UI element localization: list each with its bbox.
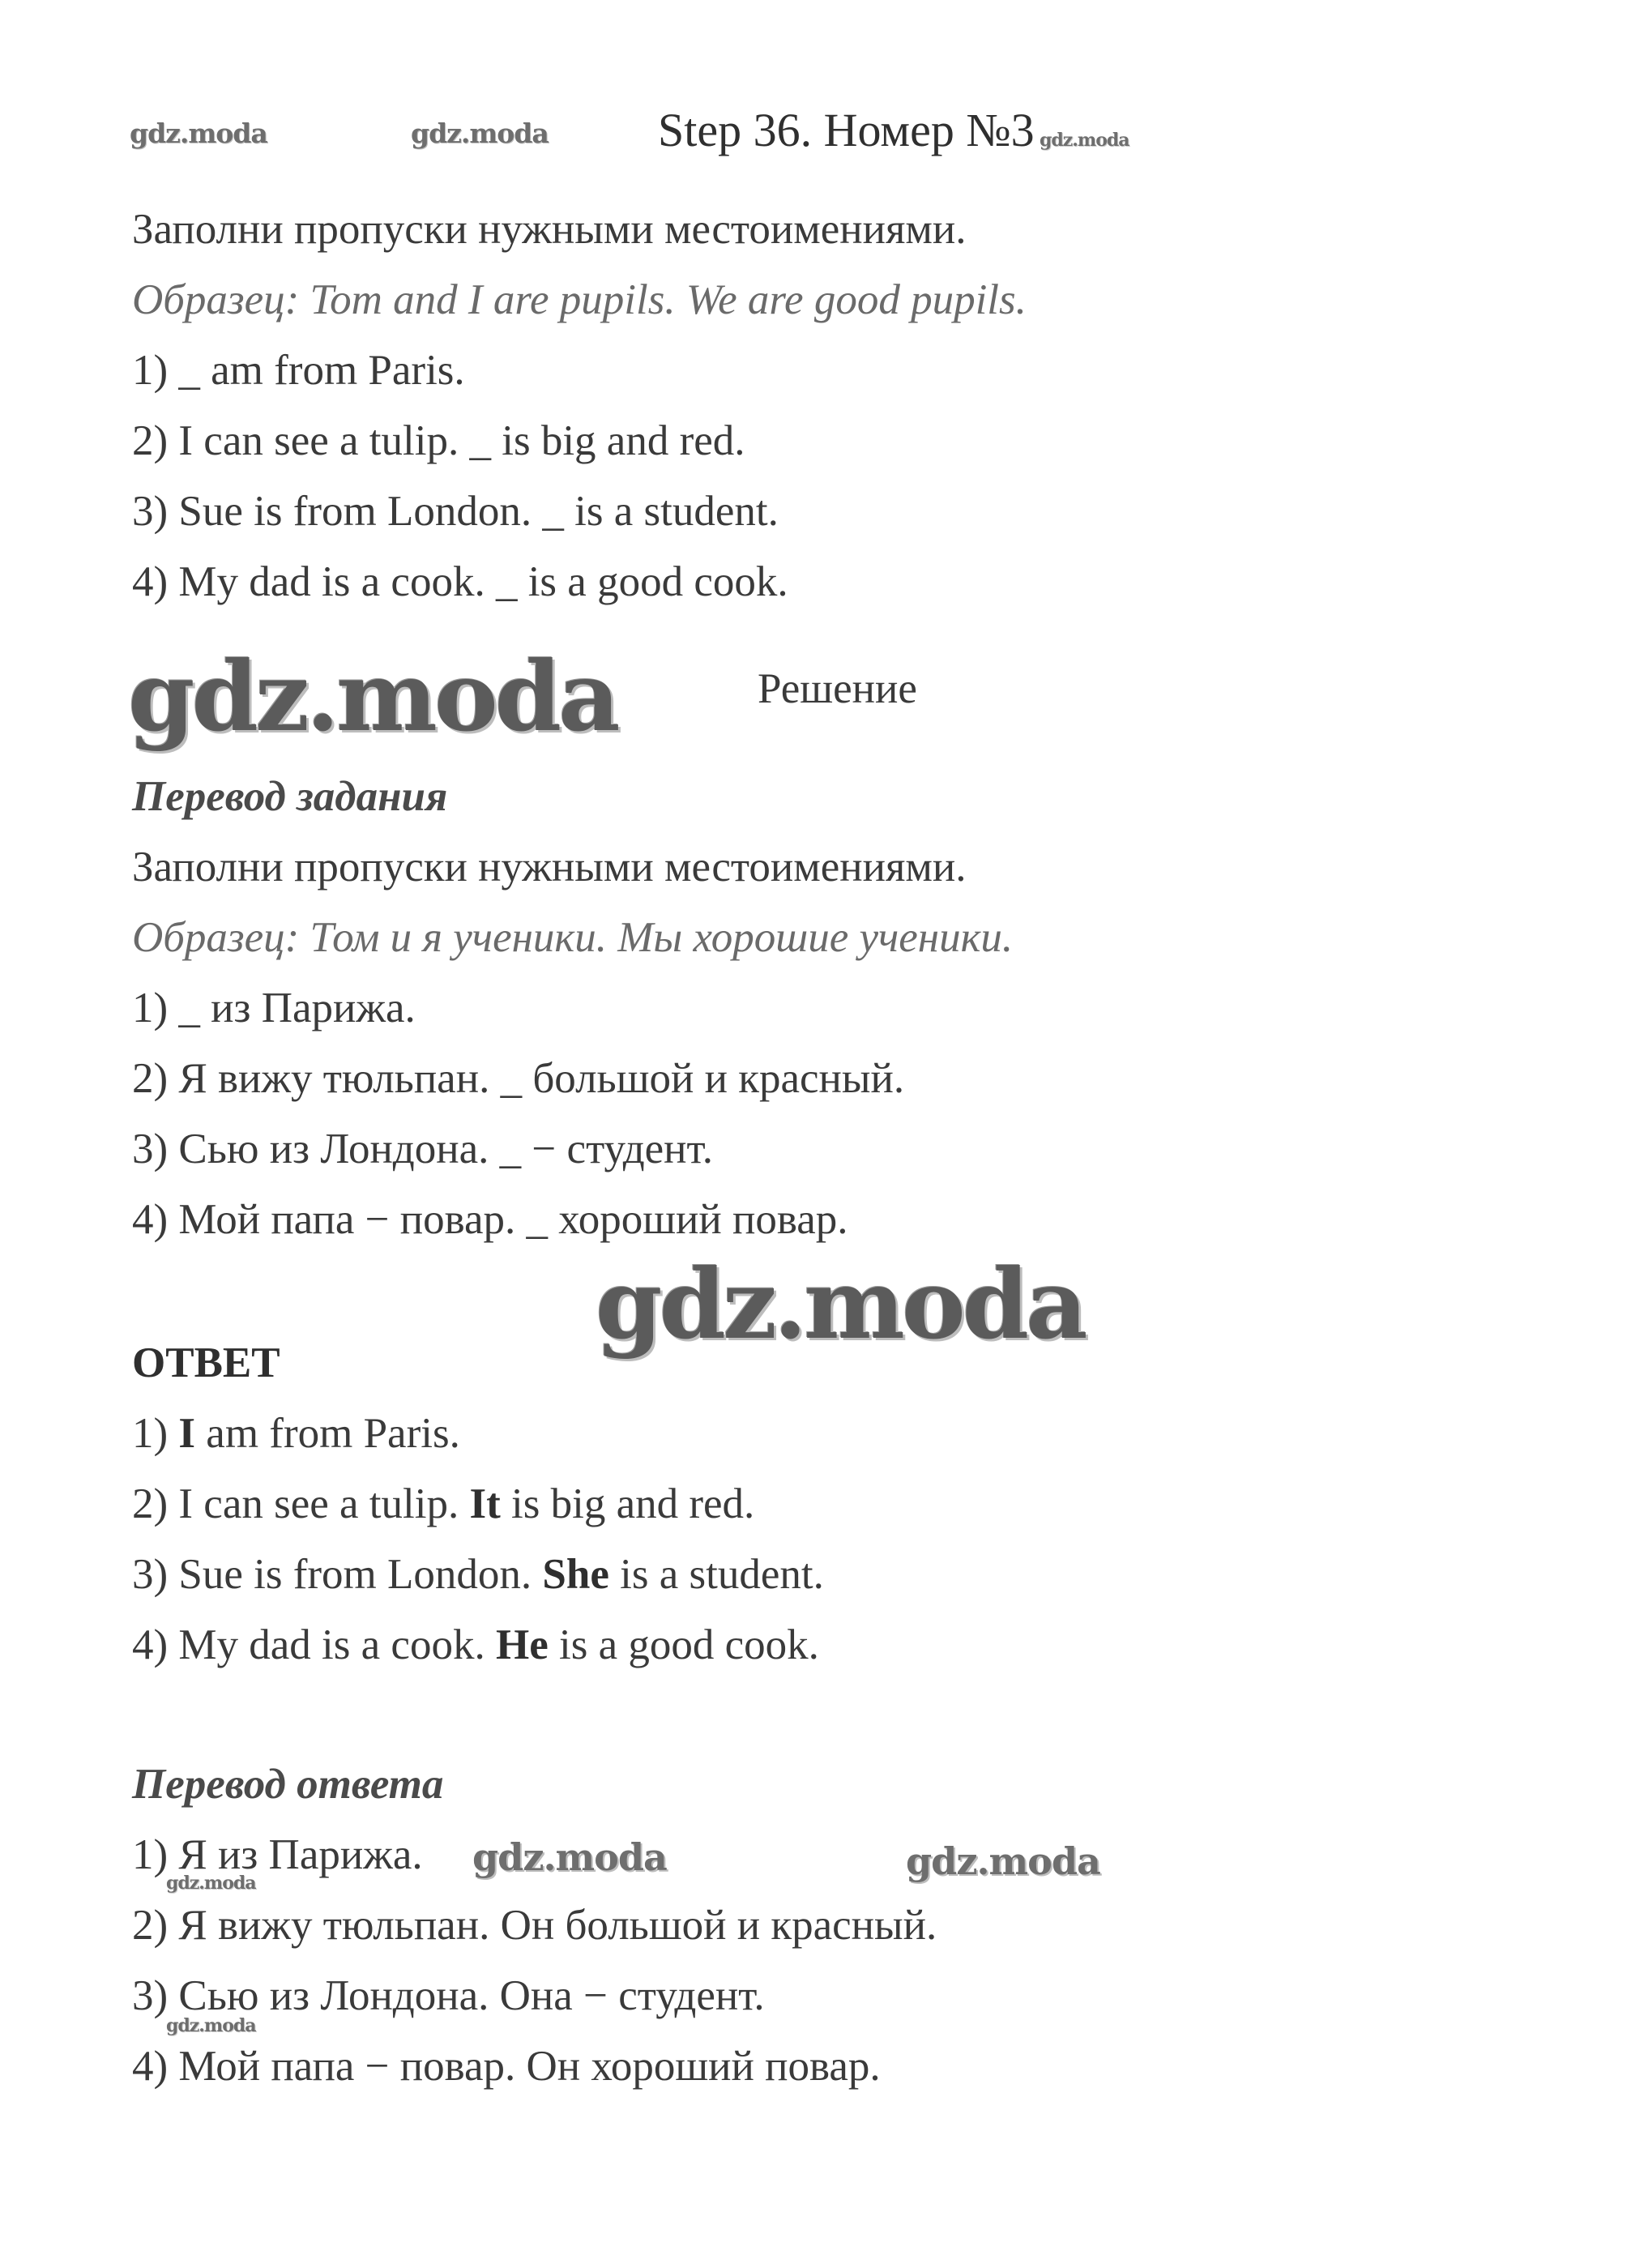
- translation-item: 1) _ из Парижа.: [132, 985, 416, 1031]
- watermark: gdz.moda: [130, 117, 267, 149]
- answer-item: [132, 1619, 819, 1671]
- item-number: 3): [132, 1551, 179, 1598]
- item-text: is big and red.: [500, 1480, 755, 1527]
- watermark: gdz.moda: [166, 1873, 256, 1894]
- translation-item: 2) Я вижу тюльпан. _ большой и красный.: [132, 1055, 905, 1102]
- item-text: is a student.: [608, 1551, 824, 1598]
- item-text: is a good cook.: [548, 1621, 819, 1668]
- task-item: 3) Sue is from London. _ is a student.: [132, 488, 779, 535]
- translation-heading: Перевод задания: [132, 773, 448, 820]
- answer-translation-item: 4) Мой папа − повар. Он хороший повар.: [132, 2043, 881, 2090]
- answer-pronoun: He: [495, 1621, 549, 1668]
- watermark-logo: gdz.moda: [596, 1248, 1085, 1360]
- item-number: 1): [132, 1410, 179, 1457]
- item-text: Sue is from London.: [178, 1551, 543, 1598]
- task-example: Образец: Tom and I are pupils. We are good pupils.: [132, 276, 1027, 323]
- answer-item: [132, 1478, 754, 1530]
- task-item: 1) _ am from Paris.: [132, 347, 465, 394]
- watermark: gdz.moda: [1040, 130, 1129, 151]
- solution-heading: Решение: [758, 665, 917, 712]
- translation-instruction: Заполни пропуски нужными местоимениями.: [132, 844, 967, 891]
- item-number: 2): [132, 1480, 179, 1527]
- task-instruction: Заполни пропуски нужными местоимениями.: [132, 206, 967, 253]
- item-text: am from Paris.: [195, 1410, 460, 1457]
- answer-item: [132, 1548, 824, 1600]
- watermark-logo: gdz.moda: [128, 640, 617, 753]
- watermark: gdz.moda: [472, 1835, 667, 1879]
- task-item: 2) I can see a tulip. _ is big and red.: [132, 417, 745, 464]
- answer-pronoun: She: [542, 1551, 609, 1598]
- translation-item: 4) Мой папа − повар. _ хороший повар.: [132, 1196, 848, 1243]
- item-text: My dad is a cook.: [178, 1621, 496, 1668]
- page-title: Step 36. Номер №3: [658, 104, 1035, 156]
- watermark: gdz.moda: [411, 117, 549, 149]
- item-text: I can see a tulip.: [178, 1480, 470, 1527]
- answer-translation-item: 1) Я из Парижа.: [132, 1831, 423, 1878]
- answer-translation-heading: Перевод ответа: [132, 1761, 444, 1808]
- watermark: gdz.moda: [166, 2015, 256, 2036]
- task-item: 4) My dad is a cook. _ is a good cook.: [132, 558, 788, 605]
- answer-pronoun: It: [469, 1480, 501, 1527]
- watermark: gdz.moda: [906, 1839, 1100, 1883]
- answer-pronoun: I: [178, 1410, 196, 1457]
- answer-item: [132, 1407, 460, 1459]
- item-number: 4): [132, 1621, 179, 1668]
- answer-translation-item: 3) Сью из Лондона. Она − студент.: [132, 1972, 765, 2019]
- answer-translation-item: 2) Я вижу тюльпан. Он большой и красный.: [132, 1902, 937, 1949]
- translation-example: Образец: Том и я ученики. Мы хорошие ученики.: [132, 914, 1014, 961]
- answer-heading: ОТВЕТ: [132, 1339, 280, 1386]
- translation-item: 3) Сью из Лондона. _ − студент.: [132, 1125, 713, 1172]
